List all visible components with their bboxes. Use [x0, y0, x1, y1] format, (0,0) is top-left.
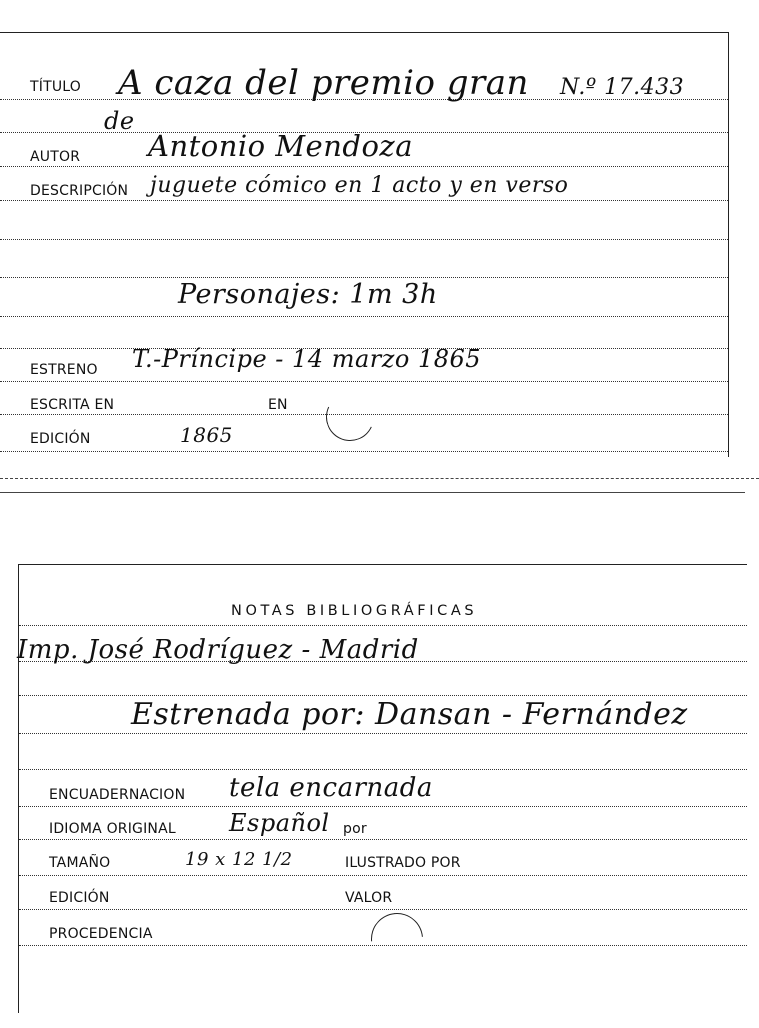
- punch-hole-mark: [319, 386, 381, 448]
- ruled-line: [19, 769, 747, 770]
- ilustrado-por-label: ILUSTRADO POR: [345, 855, 461, 871]
- ruled-line: [0, 166, 728, 167]
- por-label: por: [343, 821, 367, 837]
- ruled-line: [0, 381, 728, 382]
- idioma-handwritten: Español: [229, 809, 330, 837]
- card-separator: [0, 492, 745, 493]
- edicion2-label: EDICIÓN: [49, 890, 110, 906]
- card-separator: [0, 478, 759, 479]
- en-label: EN: [268, 397, 288, 413]
- ruled-line: [19, 733, 747, 734]
- ruled-line: [0, 451, 728, 452]
- ruled-line: [19, 806, 747, 807]
- edicion-label: EDICIÓN: [30, 431, 91, 447]
- descripcion-label: DESCRIPCIÓN: [30, 183, 129, 199]
- ruled-line: [19, 909, 747, 910]
- tamano-label: TAMAÑO: [49, 855, 111, 871]
- ruled-line: [19, 695, 747, 696]
- autor-label: AUTOR: [30, 149, 81, 165]
- escrita-en-label: ESCRITA EN: [30, 397, 115, 413]
- catalog-card-bottom: [18, 564, 747, 1013]
- ruled-line: [19, 875, 747, 876]
- ruled-line: [0, 277, 728, 278]
- ruled-line: [0, 239, 728, 240]
- valor-label: VALOR: [345, 890, 393, 906]
- edicion-handwritten: 1865: [180, 423, 233, 447]
- ruled-line: [19, 625, 747, 626]
- punch-hole-mark: [360, 902, 433, 975]
- catalog-card-top: [0, 32, 729, 457]
- descripcion-handwritten: juguete cómico en 1 acto y en verso: [150, 173, 569, 198]
- encuadernacion-label: ENCUADERNACION: [49, 787, 186, 803]
- ruled-line: [19, 839, 747, 840]
- ruled-line: [0, 316, 728, 317]
- titulo-continuacion: de: [104, 107, 135, 135]
- autor-handwritten: Antonio Mendoza: [148, 129, 413, 163]
- ruled-line: [0, 200, 728, 201]
- idioma-original-label: IDIOMA ORIGINAL: [49, 821, 176, 837]
- tamano-handwritten: 19 x 12 1/2: [185, 849, 293, 870]
- encuadernacion-handwritten: tela encarnada: [229, 773, 433, 803]
- procedencia-label: PROCEDENCIA: [49, 926, 153, 942]
- nota-imprenta: Imp. José Rodríguez - Madrid: [17, 635, 419, 665]
- notas-heading: NOTAS BIBLIOGRÁFICAS: [231, 603, 478, 619]
- personajes-handwritten: Personajes: 1m 3h: [178, 279, 438, 310]
- nota-estrenada: Estrenada por: Dansan - Fernández: [131, 697, 688, 732]
- estreno-label: ESTRENO: [30, 362, 98, 378]
- titulo-handwritten: A caza del premio gran: [118, 63, 529, 103]
- estreno-handwritten: T.-Príncipe - 14 marzo 1865: [132, 345, 482, 373]
- registro-numero: N.º 17.433: [560, 75, 685, 100]
- titulo-label: TÍTULO: [30, 79, 81, 95]
